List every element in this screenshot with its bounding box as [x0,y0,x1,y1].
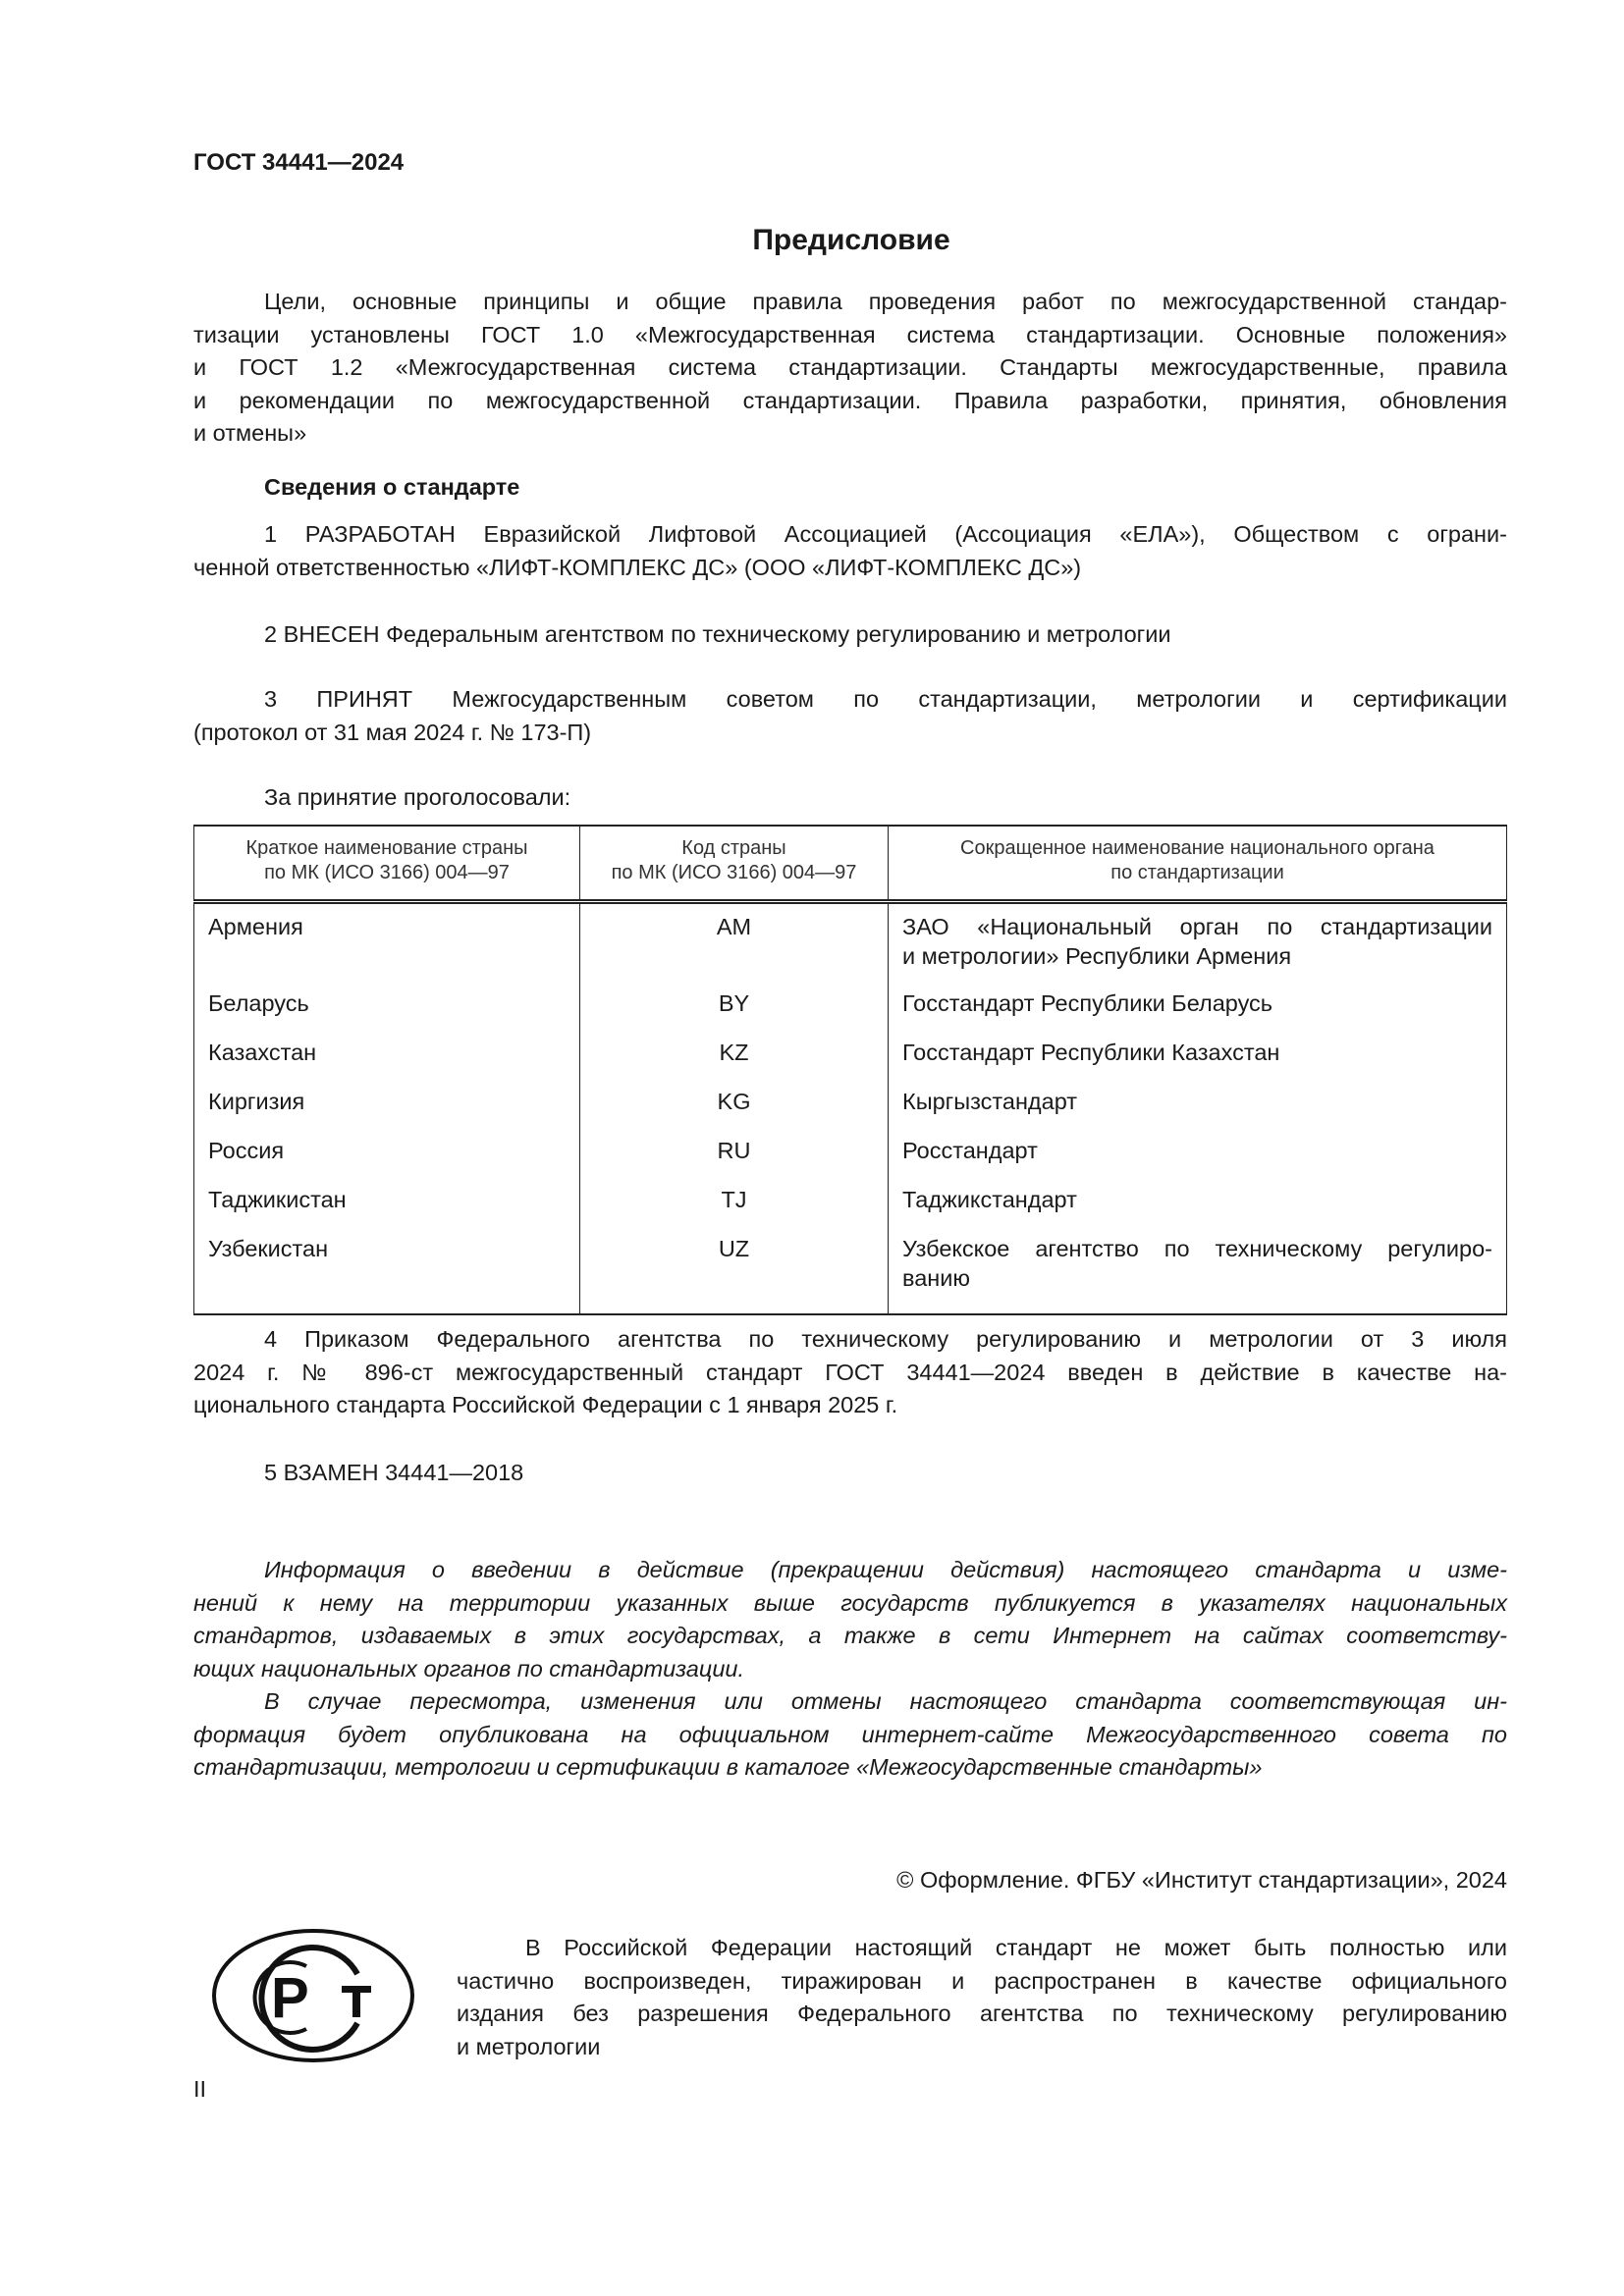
table-row [194,1030,1507,1079]
item-1 [193,518,1507,584]
text-line: ционального стандарта Российской Федерации с 1 января 2025 г. [193,1392,898,1417]
text-line: ющих национальных органов по стандартизации. [193,1655,744,1682]
page-title: Предисловие [752,224,950,256]
country-cell: Россия [194,1128,580,1177]
organization-cell [889,1226,1507,1314]
table-header-row [194,826,1507,902]
text-line: (протокол от 31 мая 2024 г. № 173-П) [193,719,592,745]
organization-cell [889,902,1507,981]
text-line: ванию [902,1264,971,1291]
text-line: ЗАО «Национальный орган по стандартизации [902,914,1492,939]
text-line: 3 ПРИНЯТ Межгосударственным советом по стандартизации, метрологии и сертификации [264,686,1507,712]
text-line: 2 ВНЕСЕН Федеральным агентством по техническому регулированию и метрологии [264,621,1171,647]
organization-cell [889,1079,1507,1128]
text-line: В случае пересмотра, изменения или отмены настоящего стандарта соответствующая ин- [264,1688,1507,1714]
country-code-cell: AM [580,902,889,981]
table-row [194,1226,1507,1314]
text-line: и рекомендации по межгосударственной стандартизации. Правила разработки, принятия, обновления [193,387,1507,413]
column-header-organization: Сокращенное наименование национального органа по стандартизации [889,826,1507,902]
text-line: и отмены» [193,420,307,446]
table-row [194,1177,1507,1226]
page-number: II [193,2076,207,2102]
column-header-country: Краткое наименование страны по МК (ИСО 3166) 004—97 [194,826,580,902]
country-cell: Беларусь [194,981,580,1030]
organization-cell [889,1030,1507,1079]
text-line: частично воспроизведен, тиражирован и распространен в качестве официального [457,1967,1507,1994]
text-line: 4 Приказом Федерального агентства по техническому регулированию и метрологии от 3 июля [264,1326,1507,1352]
svg-text:P: P [271,1966,309,2030]
country-cell: Армения [194,902,580,981]
table-row [194,1128,1507,1177]
text-line: ченной ответственностью «ЛИФТ-КОМПЛЕКС ДС» (ООО «ЛИФТ-КОМПЛЕКС ДС») [193,554,1082,580]
text-line: В Российской Федерации настоящий стандарт не может быть полностью или [525,1935,1507,1960]
item-4 [193,1323,1507,1422]
text-line: и метрологии [457,2033,601,2059]
text-line: 5 ВЗАМЕН 34441—2018 [264,1460,524,1485]
country-cell: Таджикистан [194,1177,580,1226]
text-line: 2024 г. № 896-ст межгосударственный стандарт ГОСТ 34441—2024 введен в действие в качестве на- [193,1359,1507,1385]
section-heading: Сведения о стандарте [264,474,520,500]
reproduction-notice [457,1932,1507,2063]
country-code-cell: BY [580,981,889,1030]
text-line: Информация о введении в действие (прекращении действия) настоящего стандарта и изме- [264,1557,1507,1582]
voted-label: За принятие проголосовали: [264,784,571,810]
text-line: стандартов, издаваемых в этих государствах, а также в сети Интернет на сайтах соответству- [193,1623,1507,1648]
text-line: Госстандарт Республики Казахстан [902,1039,1280,1065]
text-line: Цели, основные принципы и общие правила проведения работ по межгосударственной стандар- [264,289,1507,314]
text-line: Госстандарт Республики Беларусь [902,989,1273,1016]
text-line: Росстандарт [902,1137,1038,1163]
text-line: стандартизации, метрологии и сертификации в каталоге «Межгосударственные стандарты» [193,1754,1263,1780]
country-cell: Киргизия [194,1079,580,1128]
table-row [194,1079,1507,1128]
organization-cell [889,1177,1507,1226]
text-line: Таджикстандарт [902,1186,1077,1212]
item-5 [193,1457,1507,1490]
item-2 [193,618,1507,652]
text-line: 1 РАЗРАБОТАН Евразийской Лифтовой Ассоциацией (Ассоциация «ЕЛА»), Обществом с ограни- [264,521,1507,547]
voting-countries-table [193,825,1507,1315]
text-line: издания без разрешения Федерального агентства по техническому регулированию [457,2001,1507,2026]
copyright-notice: © Оформление. ФГБУ «Институт стандартизации», 2024 [896,1867,1507,1893]
text-line: Кыргызстандарт [902,1088,1078,1114]
text-line: и ГОСТ 1.2 «Межгосударственная система стандартизации. Стандарты межгосударственные, правила [193,354,1507,380]
organization-cell [889,1128,1507,1177]
document-id: ГОСТ 34441—2024 [193,149,405,176]
text-line: тизации установлены ГОСТ 1.0 «Межгосударственная система стандартизации. Основные положения» [193,321,1507,347]
country-code-cell: TJ [580,1177,889,1226]
text-line: и метрологии» Республики Армения [902,943,1292,969]
column-header-code: Код страны по МК (ИСО 3166) 004—97 [580,826,889,902]
country-code-cell: UZ [580,1226,889,1314]
country-code-cell: KG [580,1079,889,1128]
item-3 [193,683,1507,749]
country-cell: Узбекистан [194,1226,580,1314]
table-row [194,902,1507,981]
text-line: Узбекское агентство по техническому регулиро- [902,1235,1492,1261]
notice-paragraph-1 [193,1554,1507,1785]
text-line: формация будет опубликована на официальном интернет-сайте Межгосударственного совета по [193,1721,1507,1747]
country-code-cell: KZ [580,1030,889,1079]
text-line: нений к нему на территории указанных выше государств публикуется в указателях национальных [193,1589,1507,1616]
intro-paragraph [193,286,1507,451]
table-row [194,981,1507,1030]
rst-logo [210,1927,416,2070]
country-cell: Казахстан [194,1030,580,1079]
country-code-cell: RU [580,1128,889,1177]
organization-cell [889,981,1507,1030]
